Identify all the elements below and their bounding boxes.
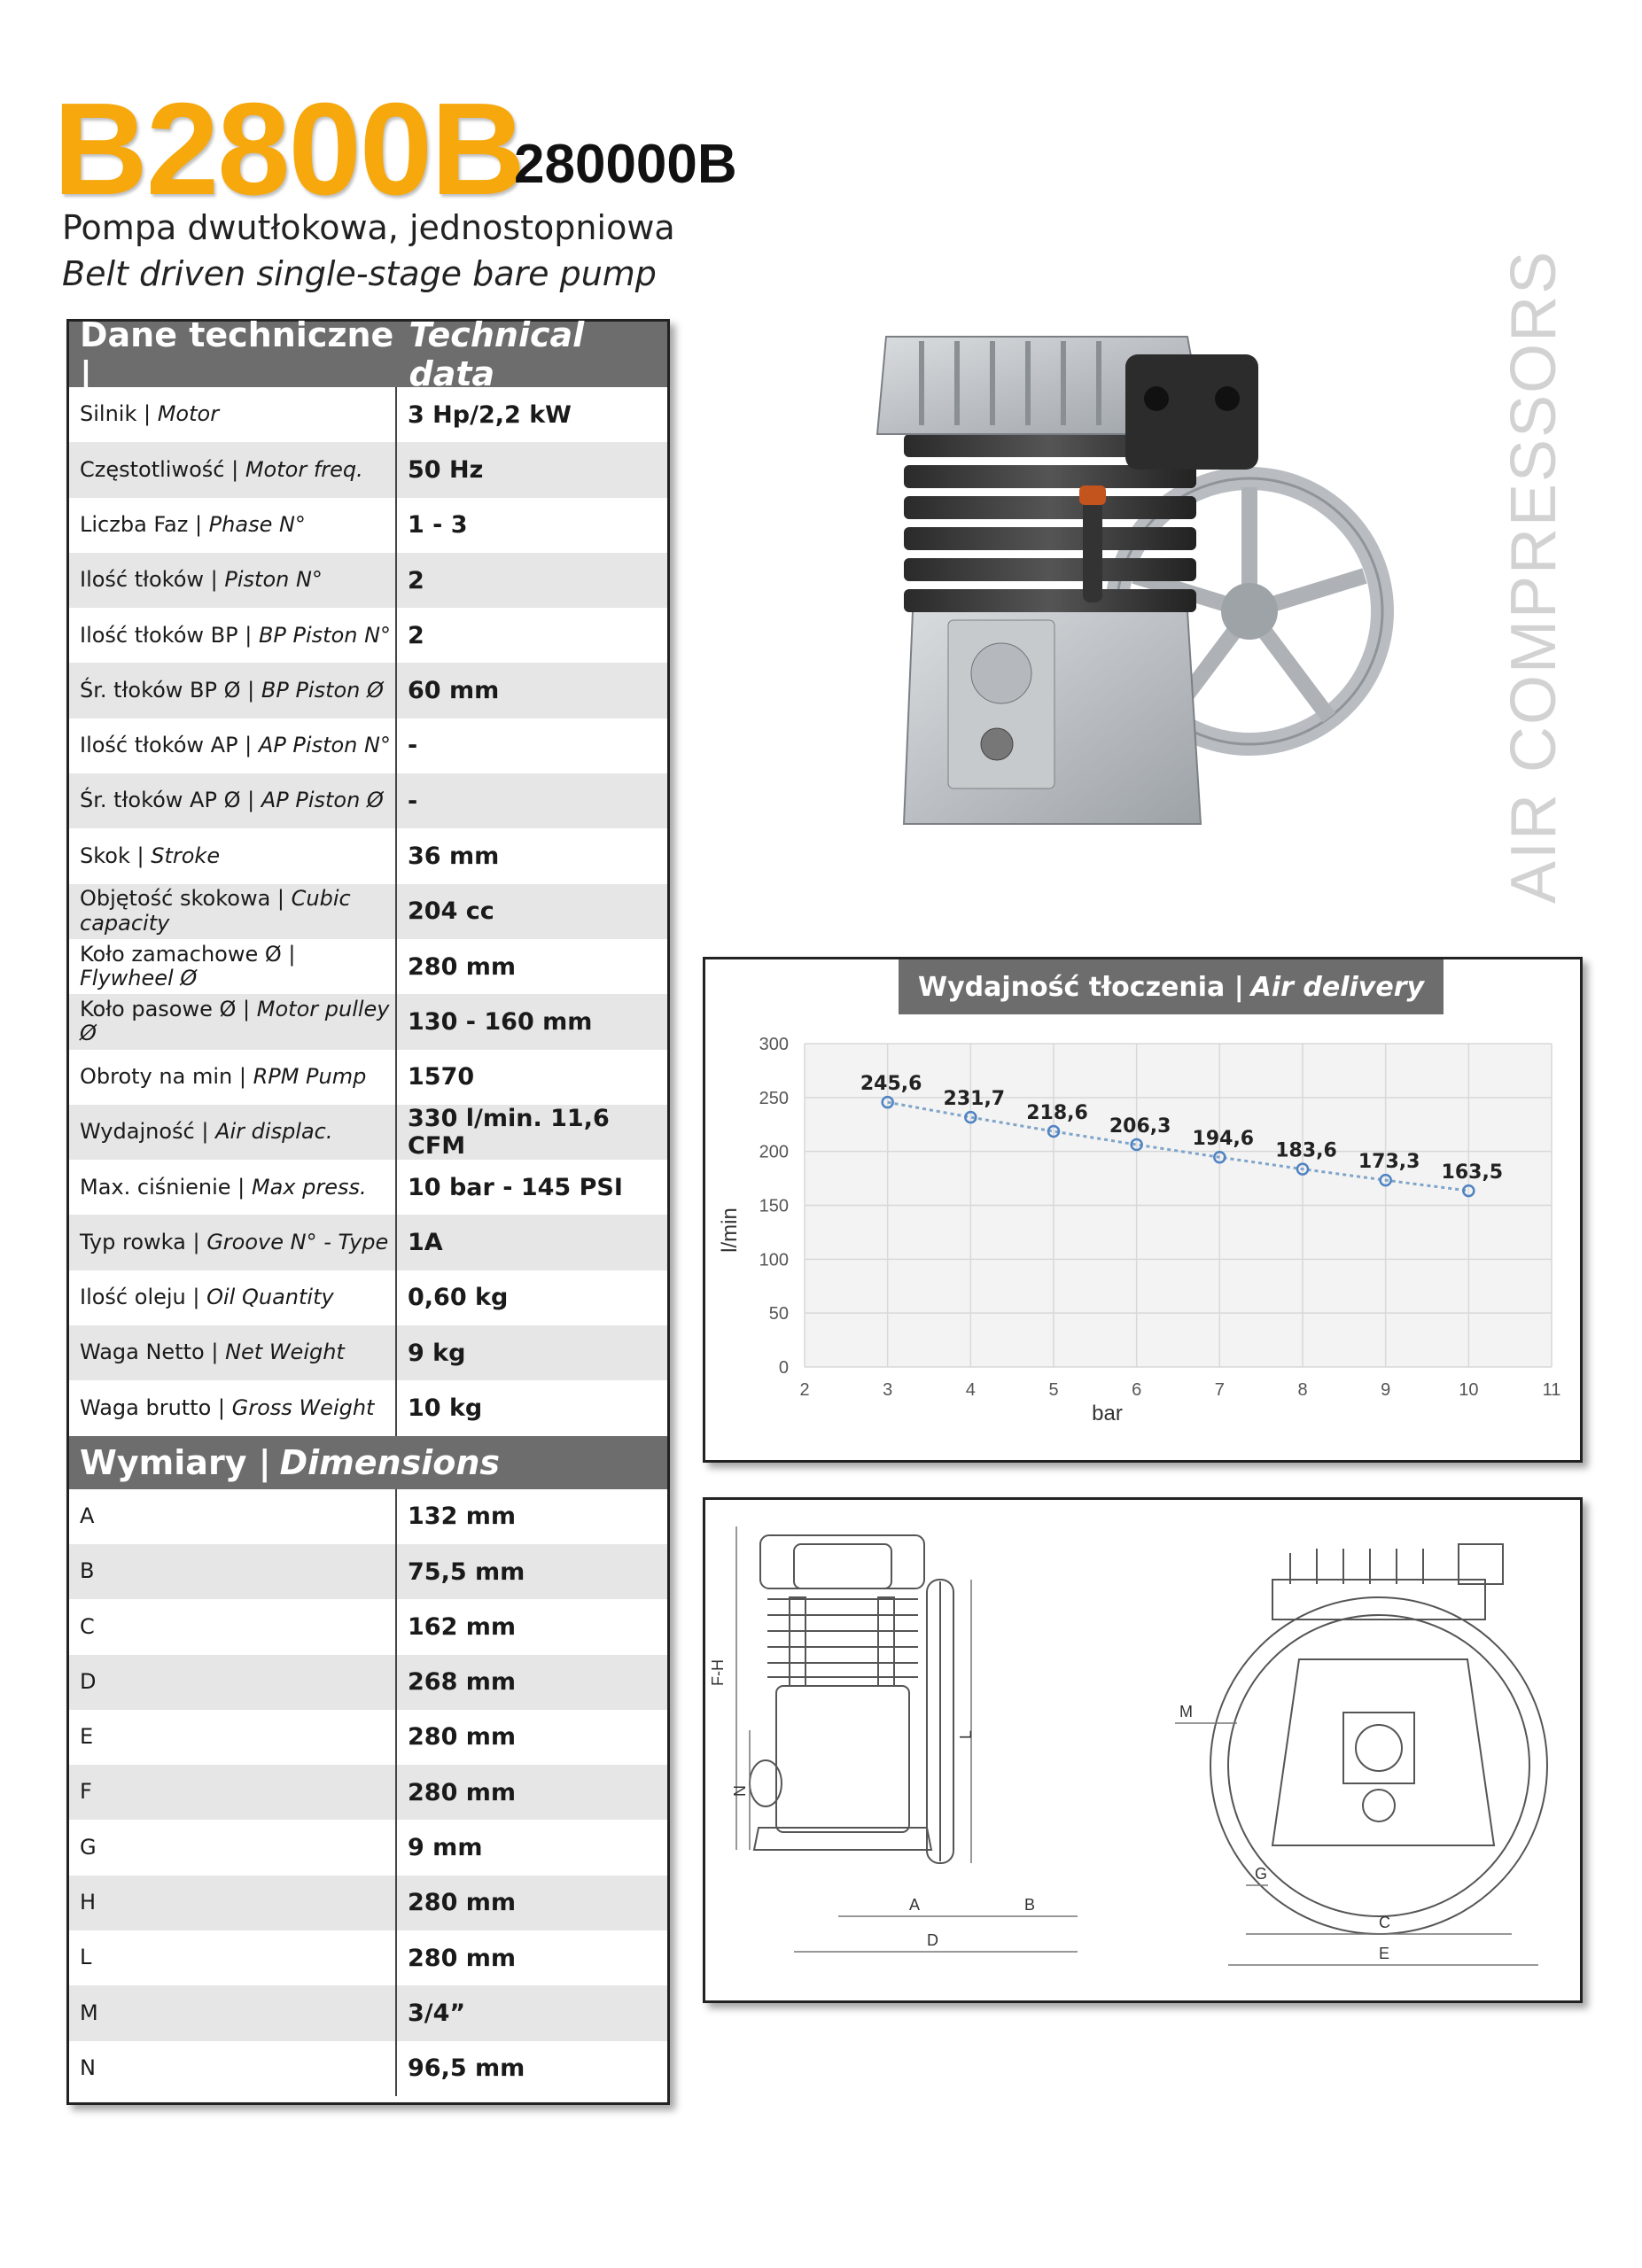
- spec-row: [69, 663, 667, 718]
- spec-label-pl: Obroty na min |: [80, 1063, 246, 1089]
- dimension-row: [69, 1710, 667, 1765]
- dimensions-heading-pl: Wymiary |: [80, 1442, 271, 1482]
- data-label: 173,3: [1358, 1151, 1420, 1174]
- spec-row: [69, 1380, 667, 1435]
- dim-label-n: N: [731, 1785, 749, 1797]
- subtitle-english: Belt driven single-stage bare pump: [62, 254, 657, 293]
- dimension-label: [69, 1655, 397, 1710]
- model-title: B2800B: [53, 76, 525, 222]
- spec-label: [69, 773, 397, 828]
- spec-value: -: [408, 787, 418, 815]
- spec-row: [69, 994, 667, 1049]
- x-tick-label: 5: [1048, 1380, 1059, 1400]
- spec-label: [69, 828, 397, 883]
- spec-label: [69, 1160, 397, 1215]
- dimension-letter: L: [80, 1945, 92, 1970]
- spec-value: 50 Hz: [408, 455, 484, 484]
- y-tick-label: 0: [778, 1358, 789, 1378]
- spec-label-en: Air displac.: [215, 1119, 333, 1145]
- spec-row: [69, 387, 667, 442]
- spec-label: [69, 994, 397, 1049]
- spec-value: 1A: [408, 1229, 443, 1257]
- spec-row: [69, 553, 667, 608]
- dimension-row: [69, 1820, 667, 1875]
- spec-label: [69, 442, 397, 497]
- spec-label-pl: Ilość tłoków |: [80, 567, 218, 593]
- dimension-label: [69, 1599, 397, 1654]
- dimension-label: [69, 1876, 397, 1930]
- spec-label: [69, 1380, 397, 1435]
- spec-label-pl: Ilość oleju |: [80, 1285, 200, 1310]
- dimension-label: [69, 1765, 397, 1820]
- spec-label-pl: Liczba Faz |: [80, 511, 203, 537]
- dimension-row: [69, 1765, 667, 1820]
- dimension-value: 280 mm: [408, 1778, 517, 1806]
- dimension-row: [69, 1985, 667, 2040]
- spec-value: 2: [408, 621, 424, 649]
- spec-label-en: BP Piston N°: [258, 622, 392, 648]
- data-label: 183,6: [1275, 1139, 1337, 1162]
- spec-label: [69, 1105, 397, 1160]
- spec-row: [69, 828, 667, 883]
- spec-label-en: Net Weight: [225, 1340, 345, 1365]
- spec-value: 1570: [408, 1063, 475, 1091]
- spec-label-pl: Częstotliwość |: [80, 456, 239, 482]
- spec-value: 130 - 160 mm: [408, 1007, 593, 1036]
- dimensions-heading-en: Dimensions: [279, 1442, 500, 1482]
- dim-label-a: A: [909, 1896, 921, 1914]
- spec-value: 0,60 kg: [408, 1284, 509, 1312]
- spec-label-pl: Waga Netto |: [80, 1340, 219, 1365]
- spec-label-en: Flywheel Ø: [80, 966, 198, 991]
- x-tick-label: 3: [883, 1380, 893, 1400]
- x-tick-label: 11: [1542, 1380, 1561, 1400]
- spec-label-en: BP Piston Ø: [261, 677, 384, 703]
- spec-row: [69, 1105, 667, 1160]
- dimension-label: [69, 1544, 397, 1599]
- pump-photo: [851, 319, 1436, 859]
- dimension-drawing-svg: [705, 1500, 1580, 2000]
- spec-value: 9 kg: [408, 1339, 466, 1367]
- x-tick-label: 6: [1132, 1380, 1142, 1400]
- spec-label-pl: Objętość skokowa |: [80, 886, 284, 912]
- dimension-row: [69, 1599, 667, 1654]
- dim-label-l: L: [957, 1729, 975, 1739]
- x-tick-label: 4: [965, 1380, 976, 1400]
- spec-label-pl: Skok |: [80, 843, 144, 868]
- dimension-letter: F: [80, 1779, 92, 1805]
- dimension-letter: A: [80, 1503, 95, 1528]
- data-label: 194,6: [1192, 1128, 1255, 1151]
- x-tick-label: 8: [1297, 1380, 1308, 1400]
- spec-label-pl: Ilość tłoków BP |: [80, 622, 253, 648]
- x-tick-label: 10: [1459, 1380, 1479, 1400]
- spec-label: [69, 884, 397, 939]
- dimension-rows: [69, 1489, 667, 2096]
- dim-label-fh: F-H: [709, 1659, 727, 1686]
- subtitle-polish: Pompa dwutłokowa, jednostopniowa: [62, 208, 675, 247]
- dimension-row: [69, 1930, 667, 1985]
- dimension-row: [69, 1876, 667, 1930]
- spec-label: [69, 1270, 397, 1325]
- dimension-value: 268 mm: [408, 1668, 517, 1697]
- dimension-row: [69, 1655, 667, 1710]
- y-tick-label: 200: [759, 1142, 789, 1162]
- spec-row: [69, 1050, 667, 1105]
- dimension-value: 280 mm: [408, 1889, 517, 1917]
- y-tick-label: 250: [759, 1088, 789, 1108]
- dim-label-d: D: [927, 1931, 938, 1949]
- spec-table: [66, 315, 670, 2105]
- air-delivery-chart: [703, 957, 1583, 1463]
- spec-row: [69, 608, 667, 663]
- dimension-value: 132 mm: [408, 1503, 517, 1531]
- x-axis-label: bar: [1092, 1402, 1123, 1425]
- spec-row: [69, 718, 667, 773]
- chart-title-pl: Wydajność tłoczenia |: [918, 971, 1244, 1003]
- spec-label: [69, 1215, 397, 1270]
- dimension-letter: N: [80, 2054, 96, 2080]
- spec-label-en: Motor freq.: [245, 456, 363, 482]
- dimension-letter: D: [80, 1668, 97, 1694]
- spec-value: 2: [408, 566, 424, 594]
- spec-label-pl: Max. ciśnienie |: [80, 1174, 245, 1200]
- dimension-value: 280 mm: [408, 1723, 517, 1751]
- spec-row: [69, 1160, 667, 1215]
- x-tick-label: 7: [1214, 1380, 1225, 1400]
- y-tick-label: 150: [759, 1196, 789, 1216]
- dimension-value: 280 mm: [408, 1944, 517, 1972]
- spec-label: [69, 939, 397, 994]
- spec-label-pl: Śr. tłoków AP Ø |: [80, 788, 255, 813]
- data-label: 163,5: [1441, 1161, 1504, 1184]
- spec-label: [69, 718, 397, 773]
- spec-value: 60 mm: [408, 677, 500, 705]
- data-label: 218,6: [1026, 1102, 1088, 1125]
- spec-label-pl: Waga brutto |: [80, 1394, 226, 1420]
- spec-label-pl: Typ rowka |: [80, 1229, 200, 1254]
- technical-heading-pl: Dane techniczne |: [80, 315, 394, 393]
- product-code: 280000B: [514, 134, 737, 195]
- dimension-label: [69, 1985, 397, 2040]
- dimension-value: 96,5 mm: [408, 2054, 525, 2083]
- y-tick-label: 300: [759, 1035, 789, 1054]
- dimension-label: [69, 1930, 397, 1985]
- spec-value: 204 cc: [408, 897, 494, 926]
- spec-row: [69, 498, 667, 553]
- data-label: 231,7: [943, 1088, 1006, 1111]
- spec-label: [69, 1325, 397, 1380]
- x-tick-label: 2: [799, 1380, 810, 1400]
- data-label: 245,6: [860, 1073, 922, 1096]
- spec-row: [69, 1325, 667, 1380]
- spec-value: 3 Hp/2,2 kW: [408, 400, 572, 429]
- data-label: 206,3: [1109, 1115, 1171, 1138]
- spec-label-en: Stroke: [151, 843, 221, 868]
- spec-label-en: Phase N°: [208, 511, 306, 537]
- spec-label-pl: Koło zamachowe Ø |: [80, 941, 296, 967]
- technical-heading-en: Technical data: [409, 315, 585, 393]
- spec-label-en: AP Piston N°: [258, 733, 391, 758]
- spec-value: 280 mm: [408, 952, 517, 981]
- dim-label-m: M: [1179, 1703, 1193, 1720]
- spec-row: [69, 773, 667, 828]
- dimension-letter: B: [80, 1558, 95, 1584]
- spec-label-en: Oil Quantity: [206, 1285, 334, 1310]
- dimension-row: [69, 1544, 667, 1599]
- spec-label-en: Piston N°: [224, 567, 323, 593]
- spec-label-pl: Wydajność |: [80, 1119, 209, 1145]
- dimension-value: 75,5 mm: [408, 1557, 525, 1586]
- dim-label-e: E: [1379, 1945, 1390, 1962]
- dim-label-g: G: [1255, 1865, 1268, 1883]
- spec-value: -: [408, 732, 418, 760]
- spec-label-en: Groove N° - Type: [206, 1229, 389, 1254]
- dimension-row: [69, 1489, 667, 1544]
- spec-value: 10 bar - 145 PSI: [408, 1173, 623, 1201]
- dimension-letter: G: [80, 1834, 97, 1860]
- dimension-letter: M: [80, 2000, 98, 2025]
- dimension-label: [69, 1820, 397, 1875]
- dimension-value: 3/4”: [408, 1999, 466, 2027]
- dimension-letter: C: [80, 1613, 95, 1639]
- spec-row: [69, 1270, 667, 1325]
- dimension-letter: E: [80, 1724, 94, 1750]
- spec-label-pl: Śr. tłoków BP Ø |: [80, 677, 255, 703]
- spec-label: [69, 663, 397, 718]
- spec-label-en: RPM Pump: [253, 1063, 367, 1089]
- spec-label-en: Motor: [157, 401, 220, 427]
- dimension-label: [69, 2041, 397, 2096]
- spec-label-pl: Ilość tłoków AP |: [80, 733, 253, 758]
- spec-label-en: Cubic capacity: [80, 886, 351, 936]
- spec-label-en: Max press.: [251, 1174, 367, 1200]
- chart-title-en: Air delivery: [1250, 971, 1425, 1003]
- spec-label-en: Gross Weight: [231, 1394, 375, 1420]
- dim-label-c: C: [1379, 1914, 1390, 1931]
- side-caption: AIR COMPRESSORS: [1498, 249, 1569, 904]
- spec-value: 10 kg: [408, 1394, 483, 1422]
- spec-label: [69, 553, 397, 608]
- dimension-label: [69, 1489, 397, 1544]
- y-axis-label: l/min: [718, 1208, 742, 1253]
- spec-label: [69, 1050, 397, 1105]
- technical-data-heading: [69, 315, 667, 393]
- dimension-value: 9 mm: [408, 1834, 483, 1862]
- dimension-row: [69, 2041, 667, 2096]
- spec-label: [69, 608, 397, 663]
- spec-row: [69, 442, 667, 497]
- spec-row: [69, 939, 667, 994]
- dimensions-heading: [69, 1436, 667, 1489]
- y-tick-label: 50: [768, 1304, 789, 1324]
- dimension-value: 162 mm: [408, 1612, 517, 1641]
- technical-rows: [69, 387, 667, 1436]
- spec-label: [69, 387, 397, 442]
- spec-label-pl: Silnik |: [80, 401, 152, 427]
- x-tick-label: 9: [1381, 1380, 1391, 1400]
- chart-plot: [705, 959, 1580, 1460]
- spec-row: [69, 1215, 667, 1270]
- spec-label-en: AP Piston Ø: [261, 788, 384, 813]
- spec-label-pl: Koło pasowe Ø |: [80, 996, 251, 1021]
- y-tick-label: 100: [759, 1250, 789, 1270]
- dim-label-b: B: [1024, 1896, 1036, 1914]
- spec-value: 1 - 3: [408, 511, 468, 540]
- spec-label: [69, 498, 397, 553]
- dimension-label: [69, 1710, 397, 1765]
- spec-label-en: Motor pulley Ø: [80, 996, 390, 1046]
- spec-value: 330 l/min. 11,6 CFM: [408, 1105, 610, 1160]
- spec-value: 36 mm: [408, 843, 500, 871]
- dimension-drawing: [703, 1497, 1583, 2003]
- spec-row: [69, 884, 667, 939]
- dimension-letter: H: [80, 1890, 97, 1915]
